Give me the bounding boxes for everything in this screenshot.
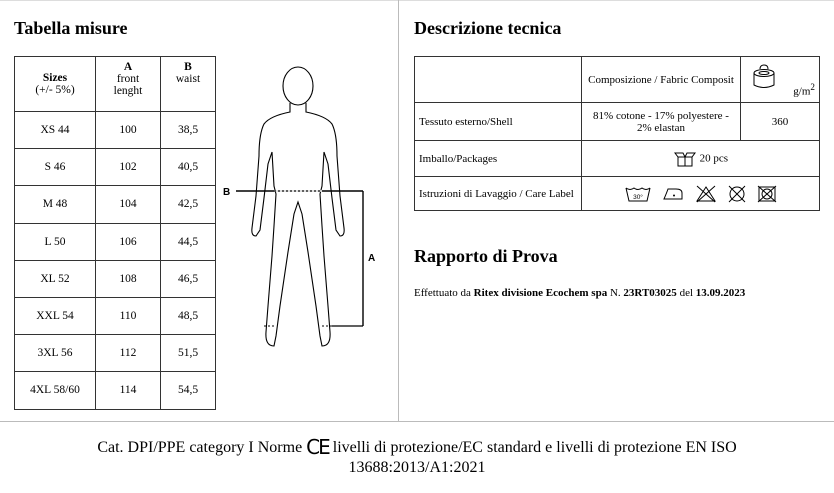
weight-unit-text: g/m: [793, 86, 811, 98]
table-row: [15, 112, 216, 149]
composition-header: Composizione / Fabric Composit: [582, 57, 741, 103]
wash-temp-text: 30°: [632, 193, 643, 201]
no-dry-clean-icon: [727, 185, 747, 203]
table-row: [15, 223, 216, 260]
table-row: [15, 149, 216, 186]
shell-label: Tessuto esterno/Shell: [415, 103, 582, 141]
front-length-measure-line: [264, 191, 375, 326]
size-cell: M 48: [15, 186, 96, 223]
header-b-letter: B: [184, 61, 192, 73]
footer-line-2: 13688:2013/A1:2021: [348, 459, 486, 476]
report-lab: Ritex divisione Ecochem spa: [473, 287, 608, 299]
shell-weight: 360: [741, 103, 820, 141]
package-box-icon: [673, 151, 697, 167]
table-row: [15, 186, 216, 223]
care-icons-cell: [582, 177, 820, 211]
size-cell: S 46: [15, 149, 96, 186]
footer-line-1: [0, 437, 834, 458]
tech-header-empty: [415, 57, 582, 103]
body-measurement-figure: [218, 56, 398, 356]
size-cell: 3XL 56: [15, 335, 96, 372]
table-row: [15, 335, 216, 372]
front-length-cell: 106: [96, 223, 161, 260]
package-value: 20 pcs: [699, 152, 729, 165]
waist-cell: 51,5: [161, 335, 216, 372]
footer-category: Cat. DPI/PPE category I Norme: [97, 439, 303, 456]
tech-description-title: Descrizione tecnica: [414, 18, 562, 38]
size-table-title: Tabella misure: [14, 18, 128, 38]
table-row: [15, 372, 216, 409]
header-a-letter: A: [123, 61, 133, 73]
test-report-title: Rapporto di Prova: [414, 246, 558, 266]
report-number: 23RT03025: [623, 287, 677, 299]
front-length-cell: 100: [96, 112, 161, 149]
weight-unit: [793, 82, 815, 98]
no-bleach-icon: [695, 185, 717, 203]
waist-cell: 44,5: [161, 223, 216, 260]
weight-header: [741, 57, 820, 103]
header-b-label: waist: [175, 73, 201, 85]
size-cell: L 50: [15, 223, 96, 260]
header-sizes: [15, 57, 96, 112]
test-report-text: [414, 287, 745, 299]
waist-cell: 38,5: [161, 112, 216, 149]
front-length-cell: 114: [96, 372, 161, 409]
report-prefix: Effettuato da: [414, 287, 474, 299]
no-tumble-dry-icon: [757, 185, 777, 203]
shell-row: [415, 103, 820, 141]
waist-cell: 40,5: [161, 149, 216, 186]
package-label: Imballo/Packages: [415, 141, 582, 177]
waist-label-b: B: [223, 187, 231, 198]
front-length-cell: 104: [96, 186, 161, 223]
header-tolerance: (+/- 5%): [35, 84, 75, 96]
front-length-cell: 102: [96, 149, 161, 186]
package-row: [415, 141, 820, 177]
iron-low-icon: [661, 185, 685, 203]
waist-cell: 48,5: [161, 297, 216, 334]
horizontal-divider: [0, 421, 834, 422]
weight-unit-sup: 2: [810, 82, 815, 93]
table-row: [15, 297, 216, 334]
care-row: [415, 177, 820, 211]
top-border: [0, 0, 834, 1]
size-cell: XXL 54: [15, 297, 96, 334]
report-del: del: [676, 287, 696, 299]
tech-header-row: [415, 57, 820, 103]
footer-standard: livelli di protezione/EC standard e livelli di protezione EN ISO: [332, 439, 737, 456]
front-length-label-a: A: [368, 253, 376, 264]
waist-measure-line: [223, 187, 363, 198]
care-label: Istruzioni di Lavaggio / Care Label: [415, 177, 582, 211]
package-value-cell: [582, 141, 820, 177]
front-length-cell: 112: [96, 335, 161, 372]
shell-composition: 81% cotone - 17% polyestere - 2% elastan: [582, 103, 741, 141]
size-cell: XL 52: [15, 260, 96, 297]
header-a-label1: front: [116, 73, 140, 85]
header-a: [96, 57, 161, 112]
wash-30-icon: [625, 185, 651, 203]
table-row: [15, 260, 216, 297]
header-a-label2: lenght: [113, 85, 143, 97]
weight-scale-icon: [749, 63, 779, 91]
size-cell: 4XL 58/60: [15, 372, 96, 409]
vertical-divider: [398, 0, 399, 421]
size-table-header: [15, 57, 216, 112]
care-icons: [586, 185, 815, 203]
ce-mark-icon: CE: [306, 435, 329, 459]
size-table: [14, 56, 216, 410]
front-length-cell: 110: [96, 297, 161, 334]
waist-cell: 42,5: [161, 186, 216, 223]
header-b: [161, 57, 216, 112]
waist-cell: 54,5: [161, 372, 216, 409]
footer-certification: [0, 437, 834, 478]
header-sizes-label: Sizes: [42, 72, 68, 84]
size-cell: XS 44: [15, 112, 96, 149]
report-n-label: N.: [607, 287, 624, 299]
body-outline-icon: [252, 67, 344, 346]
waist-cell: 46,5: [161, 260, 216, 297]
report-date: 13.09.2023: [695, 287, 746, 299]
front-length-cell: 108: [96, 260, 161, 297]
tech-table: [414, 56, 820, 211]
